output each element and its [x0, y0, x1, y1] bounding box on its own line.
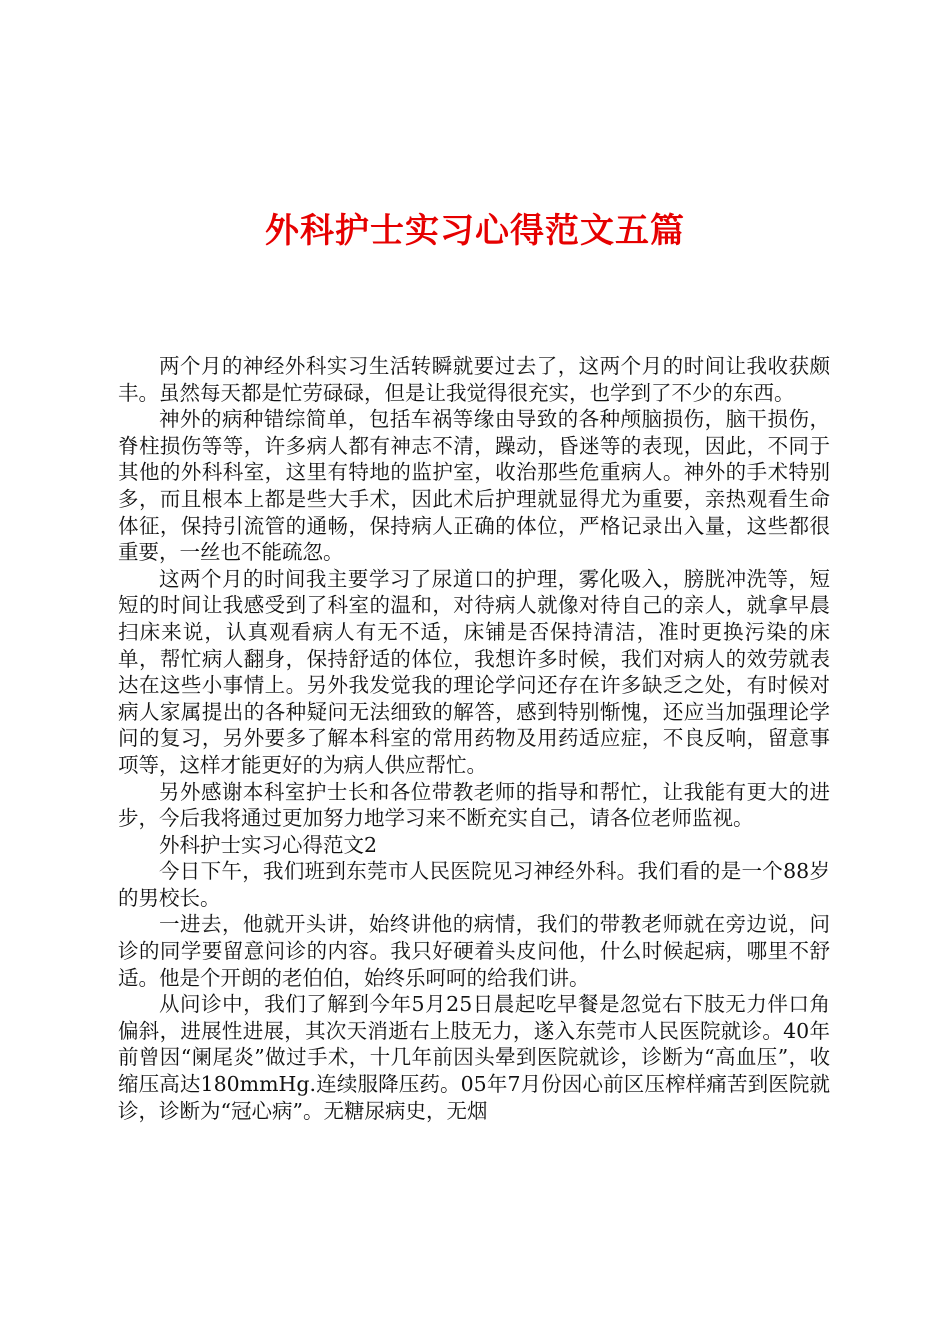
document-body	[118, 353, 830, 1124]
paragraph: 两个月的神经外科实习生活转瞬就要过去了，这两个月的时间让我收获颇丰。虽然每天都是忙劳碌碌，但是让我觉得很充实，也学到了不少的东西。	[118, 354, 830, 405]
paragraph: 这两个月的时间我主要学习了尿道口的护理，雾化吸入，膀胱冲洗等，短短的时间让我感受到了科室的温和，对待病人就像对待自己的亲人，就拿早晨扫床来说，认真观看病人有无不适，床铺是否保持清洁，准时更换污染的床单，帮忙病人翻身，保持舒适的体位，我想许多时候，我们对病人的效劳就表达在这些小事情上。另外我发觉我的理论学问还存在许多缺乏之处，有时候对病人家属提出的各种疑问无法细致的解答，感到特别惭愧，还应当加强理论学问的复习，另外要多了解本科室的常用药物及用药适应症，不良反响，留意事项等，这样才能更好的为病人供应帮忙。	[118, 566, 830, 777]
paragraph: 另外感谢本科室护士长和各位带教老师的指导和帮忙，让我能有更大的进步，今后我将通过更加努力地学习来不断充实自己，请各位老师监视。	[118, 779, 830, 831]
section-heading: 外科护士实习心得范文2	[159, 832, 378, 857]
paragraph: 从问诊中，我们了解到今年5月25日晨起吃早餐是忽觉右下肢无力伴口角偏斜，进展性进展，其次天消逝右上肢无力，遂入东莞市人民医院就诊。40年前曾因“阑尾炎”做过手术，十几年前因头晕到医院就诊，诊断为“高血压”，收缩压高达180mmHg.连续服降压药。05年7月份因心前区压榨样痛苦到医院就诊，诊断为“冠心病”。无糖尿病史，无烟	[118, 992, 830, 1123]
document-title: 外科护士实习心得范文五篇	[265, 211, 685, 251]
paragraph: 一进去，他就开头讲，始终讲他的病情，我们的带教老师就在旁边说，问诊的同学要留意问诊的内容。我只好硬着头皮问他，什么时候起病，哪里不舒适。他是个开朗的老伯伯，始终乐呵呵的给我们讲。	[118, 912, 830, 990]
paragraph: 今日下午，我们班到东莞市人民医院见习神经外科。我们看的是一个88岁的男校长。	[118, 859, 830, 910]
paragraph: 神外的病种错综简单，包括车祸等缘由导致的各种颅脑损伤，脑干损伤，脊柱损伤等等，许多病人都有神志不清，躁动，昏迷等的表现，因此，不同于其他的外科科室，这里有特地的监护室，收治那些危重病人。神外的手术特别多，而且根本上都是些大手术，因此术后护理就显得尤为重要，亲热观看生命体征，保持引流管的通畅，保持病人正确的体位，严格记录出入量，这些都很重要，一丝也不能疏忽。	[118, 407, 830, 565]
